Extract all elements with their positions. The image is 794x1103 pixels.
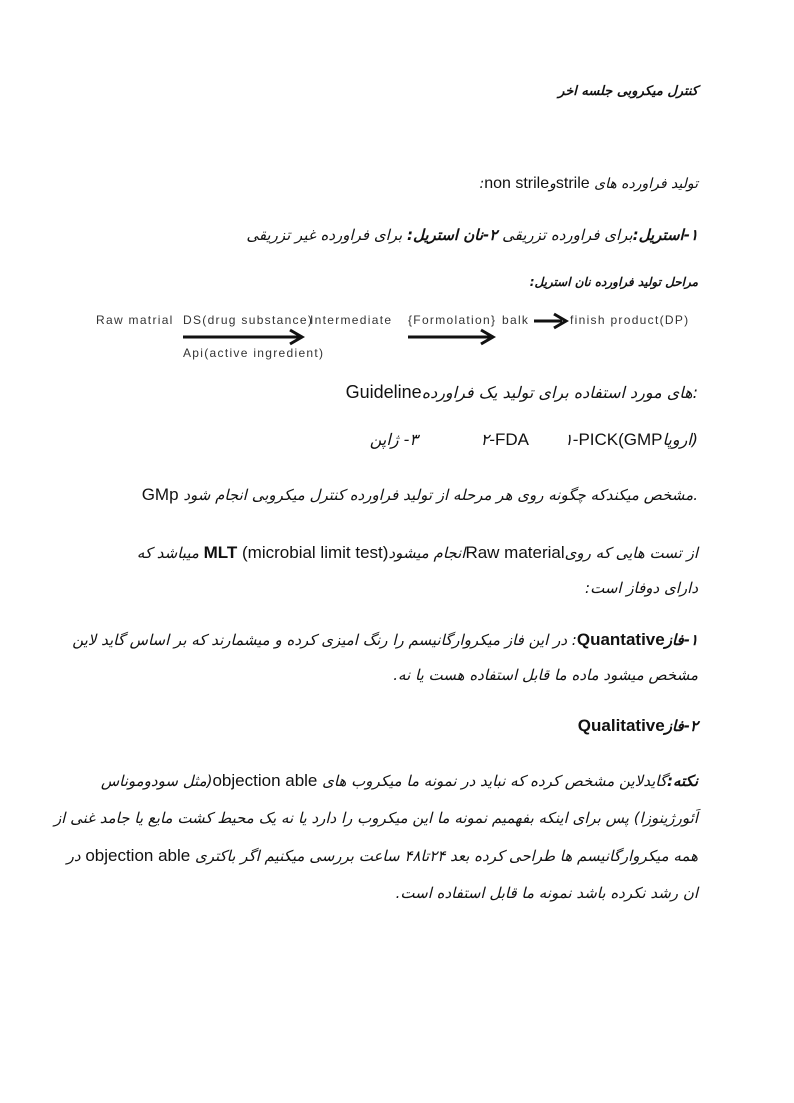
arrow-3-icon (534, 314, 566, 328)
gmp-fa: مشخص میکندکه چگونه روی هر مرحله از تولید فراورده کنترل میکروبی انجام شود. (178, 486, 698, 504)
flow-api: Api(active ingredient) (183, 346, 325, 360)
quant-line-2: مشخص میشود ماده ما قابل استفاده هست یا نه. (393, 666, 698, 684)
flow-intermediate: Intermediate (310, 313, 393, 327)
type1-label: ۱-استریل: (632, 226, 698, 244)
stages-heading: مراحل تولید فراورده نان استریل: (529, 275, 698, 289)
intro-strile: strile (555, 175, 590, 192)
arrow-1-icon (183, 330, 302, 344)
flow-balk: balk (502, 313, 530, 327)
reference-item-3: ۳- ژاپن (369, 430, 418, 449)
intro-joiner: و (549, 176, 556, 192)
gmp-line (98, 485, 698, 505)
arrow-2-icon (408, 330, 493, 344)
ref2-fda: FDA (495, 430, 529, 449)
qualitative-heading (98, 708, 698, 744)
ref1-gmp: (GMP (618, 430, 663, 449)
guideline-en: Guideline (345, 382, 422, 402)
intro-prefix: تولید فراورده های (589, 176, 698, 192)
mlt-paragraph (98, 535, 698, 606)
ref1-pick: PICK (578, 430, 619, 449)
quant-label: ۱-فاز (664, 631, 698, 649)
note-label: نکته: (666, 772, 698, 790)
ref2-number: ۲- (480, 430, 495, 449)
guideline-fa: های مورد استفاده برای تولید یک فراورده: (421, 383, 698, 402)
note-paragraph (53, 762, 698, 912)
objection-able-term-2: objection able (85, 846, 191, 865)
objection-able-term: objection able (212, 771, 318, 790)
microbial-limit-test-term: (microbial limit test) (198, 543, 389, 562)
mlt-term: MLT (203, 543, 238, 562)
quantative-term: Quantative (576, 630, 665, 649)
quant-line-1: ۱-فازQuantative: در این فاز میکروارگانیسم را رنگ امیزی کرده و میشمارند که بر اساس گاید لاین (72, 630, 698, 649)
note-line-1: نکته:گایدلاین مشخص کرده که نباید در نمونه ما میکروب های objection able(مثل سودوموناس (100, 771, 698, 790)
flow-finish-product: finish product(DP) (570, 313, 690, 327)
flow-drug-substance: DS(drug substance) (183, 313, 314, 327)
reference-item-2 (481, 430, 529, 450)
flow-formulation: {Formolation} (408, 313, 497, 327)
reference-item-1 (564, 430, 698, 450)
type2-text: برای فراورده غیر تزریقی (246, 226, 407, 244)
ref1-number: ۱- (564, 430, 579, 449)
note-line-2: اَئورژینوزا) پس برای اینکه بفهمیم نمونه ما این میکروب را دارد یا نه یک محیط کشت مایع یا جامد غنی از (53, 809, 698, 827)
process-flow (0, 0, 794, 380)
raw-material-term: Raw material (465, 543, 565, 562)
ref1-europe: اروپا) (662, 430, 698, 449)
guideline-line (98, 382, 698, 403)
mlt-line-2: دارای دوفاز است: (585, 579, 698, 597)
page-title: کنترل میکروبی جلسه اخر (558, 84, 698, 99)
qualitative-term: Qualitative (577, 716, 665, 735)
qual-label: ۲-فاز (664, 717, 698, 735)
note-line-4: ان رشد نکرده باشد نمونه ما قابل استفاده است. (395, 884, 698, 902)
flow-raw-material: Raw matrial (96, 313, 174, 327)
mlt-line-1: از تست هایی که رویRaw materialانجام میشودMLT (microbial limit test) میباشد که (136, 543, 698, 562)
intro-suffix: : (479, 176, 485, 192)
note-line-3: همه میکروارگانیسم ها طراحی کرده بعد ۲۴تا۴۸ ساعت بررسی میکنیم اگر باکتری objection able در (66, 846, 698, 865)
gmp-en: GMp (141, 485, 179, 504)
type1-text: برای فراورده تزریقی (502, 226, 633, 244)
quantitative-paragraph (72, 622, 698, 693)
intro-non-strile: non strile (484, 175, 550, 192)
type2-label: ۲-نان استریل: (407, 226, 498, 244)
flow-arrows (0, 0, 794, 380)
